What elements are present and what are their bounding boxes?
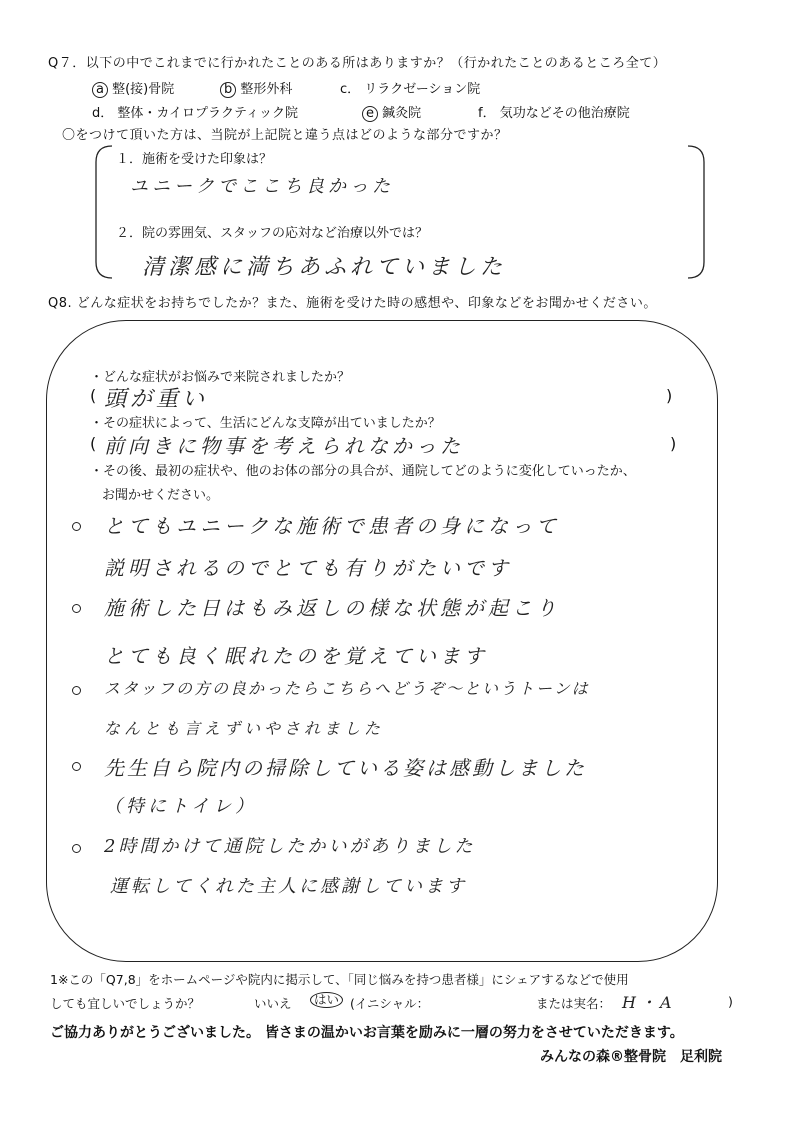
q7-option-b[interactable] — [220, 78, 292, 98]
q8-question: Q8. どんな症状をお持ちでしたか？また、施術を受けた時の感想や、印象などをお聞かせください。 — [48, 296, 657, 311]
comment-3-line2[interactable]: なんとも言えずいやされました — [104, 719, 385, 738]
clinic-name: みんなの森®整骨院 足利院 — [540, 1049, 722, 1065]
q7-option-d[interactable] — [92, 102, 298, 121]
comment-2-line2[interactable]: とても良く眠れたのを覚えています — [104, 644, 488, 668]
q7-followup: 〇をつけて頂いた方は、当院が上記院と違う点はどのような部分ですか？ — [62, 128, 508, 143]
comment-5-bullet — [72, 844, 81, 853]
q7-option-c[interactable] — [340, 78, 480, 97]
q7-option-a[interactable] — [92, 78, 174, 98]
comment-5-line1[interactable]: 2時間かけて通院したかいがありました — [104, 836, 476, 857]
thanks-message: ご協力ありがとうございました。 皆さまの温かいお言葉を励みに一層の努力をさせていただきます。 — [50, 1025, 684, 1041]
consent-no-option[interactable]: いいえ — [254, 996, 292, 1011]
option-c-label: リラクゼーション院 — [364, 82, 481, 97]
option-b-label: 整形外科 — [240, 82, 293, 97]
comment-2-line1[interactable]: 施術した日はもみ返しの様な状態が起こり — [104, 596, 560, 620]
comment-1-line2[interactable]: 説明されるのでとても有りがたいです — [104, 556, 512, 580]
q8-paren-open-1: ( — [90, 386, 97, 405]
option-f-letter: f． — [478, 106, 496, 121]
comment-1-line1[interactable]: とてもユニークな施術で患者の身になって — [104, 514, 560, 538]
q8-paren-open-2: ( — [90, 434, 97, 453]
consent-line1: 1※この「Q7,8」をホームページや院内に掲示して、「同じ悩みを持つ患者様」にシェアするなどで使用 — [50, 972, 629, 987]
q7-sub2: ２．院の雰囲気、スタッフの応対など治療以外では？ — [116, 226, 429, 241]
consent-close-paren: ) — [728, 994, 733, 1009]
consent-initial-label: (イニシャル： — [350, 996, 430, 1011]
consent-yes-circle: はい — [310, 992, 343, 1008]
q7-question: Q７．以下の中でこれまでに行かれたことのある所はありますか？（行かれたことのあるところ全て） — [48, 56, 667, 71]
option-e-label: 鍼灸院 — [382, 106, 422, 121]
consent-yes-option[interactable] — [310, 992, 343, 1008]
comment-4-line1[interactable]: 先生自ら院内の掃除している姿は感動しました — [104, 756, 587, 780]
q7-sub1: １．施術を受けた印象は？ — [116, 152, 273, 167]
option-b-circle: b — [220, 82, 236, 98]
option-d-letter: d． — [92, 106, 114, 121]
option-a-label: 整(接)骨院 — [112, 82, 175, 97]
q8-answer2[interactable]: 前向きに物事を考えられなかった — [104, 434, 464, 458]
option-f-label: 気功などその他治療院 — [499, 106, 630, 121]
comment-3-line1[interactable]: スタッフの方の良かったらこちらへどうぞ〜というトーンは — [104, 679, 590, 698]
q7-option-e[interactable] — [362, 102, 421, 122]
q8-prompt1: ・どんな症状がお悩みで来院されましたか？ — [90, 370, 351, 385]
comment-2-bullet — [72, 604, 81, 613]
q8-paren-close-1: ) — [666, 386, 673, 405]
comment-3-bullet — [72, 686, 81, 695]
q8-paren-close-2: ) — [670, 434, 677, 453]
option-d-label: 整体・カイロプラクティック院 — [117, 106, 298, 121]
q7-answer2[interactable]: 清潔感に満ちあふれていました — [142, 255, 507, 280]
consent-realname-label: または実名： — [536, 996, 612, 1011]
comment-5-line2[interactable]: 運転してくれた主人に感謝しています — [110, 876, 467, 897]
consent-line2: しても宜しいでしょうか？ — [50, 996, 201, 1011]
comment-4-line2[interactable]: （特にトイレ） — [104, 796, 258, 817]
q8-prompt3b: お聞かせください。 — [102, 488, 220, 503]
option-e-circle: e — [362, 106, 378, 122]
q8-prompt2: ・その症状によって、生活にどんな支障が出ていましたか？ — [90, 416, 441, 431]
option-a-circle: a — [92, 82, 108, 98]
q7-option-f[interactable] — [478, 102, 630, 121]
q8-answer1[interactable]: 頭が重い — [104, 387, 209, 412]
q7-answer1[interactable]: ユニークでここち良かった — [130, 176, 394, 197]
q8-prompt3: ・その後、最初の症状や、他のお体の部分の具合が、通院してどのように変化していったか、 — [90, 464, 636, 479]
comment-1-bullet — [72, 522, 81, 531]
option-c-letter: c． — [340, 82, 361, 97]
comment-4-bullet — [72, 762, 81, 771]
consent-name-value[interactable]: H・A — [622, 993, 676, 1012]
